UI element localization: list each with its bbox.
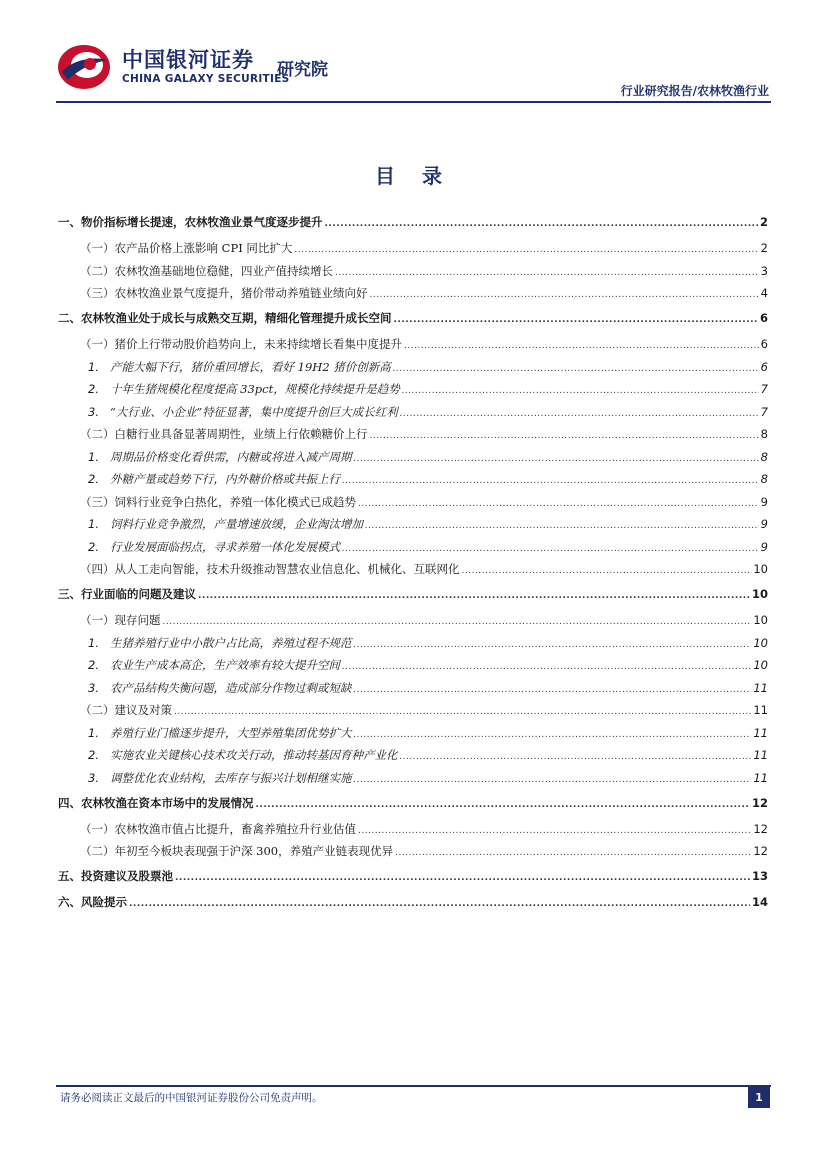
toc-entry-number: 3. — [88, 770, 99, 785]
toc-entry-text: 一、物价指标增长提速，农林牧渔业景气度逐步提升 — [58, 215, 323, 229]
toc-leader-dots — [354, 454, 759, 464]
toc-leader-dots — [342, 476, 759, 486]
toc-entry-title — [88, 747, 398, 763]
toc-entry-title — [88, 657, 340, 673]
toc-entry-number: 2. — [88, 539, 99, 554]
toc-entry-page: 14 — [751, 895, 768, 909]
toc-entry-level-2[interactable] — [58, 612, 768, 631]
toc-entry-page: 11 — [753, 770, 768, 785]
galaxy-logo-icon — [56, 42, 112, 92]
toc-leader-dots — [365, 521, 759, 531]
toc-entry-page: 10 — [753, 635, 768, 650]
toc-entry-text: （三）农林牧渔业景气度提升，猪价带动养殖链业绩向好 — [80, 286, 368, 300]
toc-entry-number: 1. — [88, 449, 99, 464]
toc-entry-title — [88, 770, 352, 786]
toc-entry-text: 行业发展面临拐点，寻求养殖一体化发展模式 — [110, 539, 340, 554]
toc-entry-number: 3. — [88, 680, 99, 695]
toc-entry-number: 1. — [88, 517, 99, 531]
toc-entry-level-3[interactable] — [58, 449, 768, 468]
toc-entry-title — [80, 702, 172, 718]
toc-entry-title — [88, 471, 340, 487]
toc-leader-dots — [354, 685, 752, 695]
toc-entry-page: 4 — [760, 286, 768, 300]
toc-entry-level-3[interactable] — [58, 725, 768, 744]
toc-entry-level-3[interactable] — [58, 516, 768, 535]
toc-entry-number: 2. — [88, 382, 99, 396]
toc-leader-dots — [342, 662, 751, 672]
toc-entry-page: 10 — [753, 613, 768, 627]
toc-entry-page: 8 — [760, 449, 768, 464]
toc-leader-dots — [358, 499, 759, 509]
toc-entry-level-2[interactable] — [58, 263, 768, 282]
toc-entry-level-3[interactable] — [58, 471, 768, 490]
toc-entry-number: 3. — [88, 404, 99, 419]
toc-entry-title — [58, 795, 254, 811]
toc-entry-number: 1. — [88, 725, 99, 740]
toc-leader-dots — [402, 386, 759, 396]
toc-entry-text: 二、农林牧渔业处于成长与成熟交互期，精细化管理提升成长空间 — [58, 311, 392, 325]
toc-leader-dots — [294, 245, 758, 255]
toc-entry-text: 养殖行业门槛逐步提升，大型养殖集团优势扩大 — [110, 725, 352, 740]
logo-chinese-name: 中国银河证券 — [122, 48, 254, 72]
toc-entry-level-2[interactable] — [58, 336, 768, 355]
toc-title: 目 录 — [375, 164, 452, 188]
toc-entry-level-2[interactable] — [58, 494, 768, 513]
logo-english-name: CHINA GALAXY SECURITIES — [122, 73, 290, 85]
toc-entry-title — [80, 821, 356, 837]
toc-entry-page: 11 — [753, 748, 768, 762]
toc-leader-dots — [163, 617, 752, 627]
toc-entry-text: 调整优化农业结构，去库存与振兴计划相继实施 — [110, 770, 352, 785]
toc-entry-page: 8 — [760, 427, 768, 441]
toc-entry-title — [80, 336, 402, 352]
toc-entry-page: 6 — [760, 337, 768, 351]
toc-entry-title — [58, 586, 196, 602]
toc-entry-page: 12 — [753, 821, 768, 836]
toc-entry-page: 10 — [751, 587, 768, 601]
toc-entry-level-3[interactable] — [58, 539, 768, 558]
toc-entry-title — [88, 381, 400, 397]
toc-entry-text: （二）建议及对策 — [80, 703, 172, 717]
toc-entry-number: 2. — [88, 658, 99, 672]
toc-entry-page: 12 — [751, 795, 768, 810]
toc-entry-page: 9 — [760, 539, 768, 554]
toc-entry-title — [88, 404, 398, 420]
toc-entry-page: 6 — [760, 359, 768, 374]
toc-entry-text: 实施农业关键核心技术攻关行动，推动转基因育种产业化 — [110, 748, 398, 762]
toc-entry-level-3[interactable] — [58, 657, 768, 676]
toc-entry-title — [80, 843, 393, 859]
toc-entry-text: 农业生产成本高企，生产效率有较大提升空间 — [110, 658, 340, 672]
toc-entry-title — [58, 310, 392, 326]
toc-entry-title — [88, 539, 340, 555]
toc-leader-dots — [256, 800, 750, 810]
toc-entry-title — [80, 426, 368, 442]
toc-entry-text: （一）现存问题 — [80, 613, 161, 627]
toc-entry-title — [88, 449, 352, 465]
toc-entry-number: 1. — [88, 359, 99, 374]
table-of-contents — [58, 208, 768, 920]
toc-entry-text: （一）猪价上行带动股价趋势向上，未来持续增长看集中度提升 — [80, 337, 402, 351]
toc-entry-level-3[interactable] — [58, 359, 768, 378]
toc-entry-text: （三）饲料行业竞争白热化，养殖一体化模式已成趋势 — [80, 494, 356, 509]
toc-leader-dots — [354, 730, 752, 740]
toc-entry-text: 三、行业面临的问题及建议 — [58, 587, 196, 601]
toc-leader-dots — [129, 899, 750, 909]
toc-entry-page: 7 — [760, 382, 768, 396]
toc-entry-level-2[interactable] — [58, 561, 768, 580]
toc-leader-dots — [394, 315, 758, 325]
toc-leader-dots — [335, 268, 759, 278]
toc-entry-text: （二）白糖行业具备显著周期性，业绩上行依赖糖价上行 — [80, 427, 368, 441]
toc-entry-page: 10 — [753, 562, 768, 576]
toc-entry-level-2[interactable] — [58, 426, 768, 445]
toc-leader-dots — [370, 431, 759, 441]
toc-leader-dots — [404, 341, 759, 351]
toc-entry-text: （二）年初至今板块表现强于沪深 300，养殖产业链表现优异 — [80, 844, 394, 858]
toc-leader-dots — [370, 290, 759, 300]
toc-entry-page: 11 — [753, 680, 768, 695]
toc-entry-text: 十年生猪规模化程度提高 33pct，规模化持续提升是趋势 — [110, 382, 400, 396]
toc-leader-dots — [400, 752, 752, 762]
page-header — [0, 0, 827, 110]
toc-entry-page: 2 — [759, 215, 768, 229]
toc-entry-text: “大行业、小企业”特征显著，集中度提升创巨大成长红利 — [110, 404, 398, 419]
toc-entry-level-3[interactable] — [58, 747, 768, 766]
toc-leader-dots — [395, 848, 751, 858]
toc-entry-page: 7 — [760, 404, 768, 419]
toc-entry-page: 10 — [753, 658, 768, 672]
toc-entry-title — [88, 725, 352, 741]
toc-entry-level-2[interactable] — [58, 702, 768, 721]
toc-leader-dots — [342, 544, 759, 554]
toc-entry-text: （二）农林牧渔基础地位稳健，四业产值持续增长 — [80, 263, 333, 278]
toc-entry-level-2[interactable] — [58, 240, 768, 259]
toc-entry-page: 13 — [751, 869, 768, 883]
toc-entry-level-3[interactable] — [58, 770, 768, 789]
toc-entry-page: 9 — [760, 517, 768, 531]
toc-entry-title — [88, 635, 352, 651]
toc-entry-page: 12 — [753, 844, 768, 858]
toc-entry-level-3[interactable] — [58, 381, 768, 400]
toc-entry-page: 2 — [760, 241, 768, 255]
toc-entry-number: 2. — [88, 748, 99, 762]
toc-entry-text: （一）农林牧渔市值占比提升，畜禽养殖拉升行业估值 — [80, 821, 356, 836]
toc-entry-level-2[interactable] — [58, 821, 768, 840]
toc-leader-dots — [358, 826, 751, 836]
toc-entry-text: （四）从人工走向智能，技术升级推动智慧农业信息化、机械化、互联网化 — [80, 562, 460, 576]
footer-divider — [56, 1085, 771, 1087]
toc-leader-dots — [400, 409, 759, 419]
toc-entry-number: 1. — [88, 635, 99, 650]
toc-leader-dots — [175, 873, 750, 883]
toc-entry-title — [58, 214, 323, 230]
toc-leader-dots — [393, 364, 759, 374]
toc-entry-page: 3 — [760, 263, 768, 278]
toc-entry-title — [88, 516, 363, 532]
toc-entry-title — [88, 359, 391, 375]
toc-entry-title — [80, 612, 161, 628]
toc-leader-dots — [354, 640, 752, 650]
header-divider — [56, 101, 771, 103]
report-type: 行业研究报告/农林牧渔行业 — [620, 84, 769, 98]
toc-entry-text: 外糖产量或趋势下行，内外糖价格或共振上行 — [110, 472, 340, 486]
toc-entry-text: 六、风险提示 — [58, 895, 127, 909]
toc-entry-text: 农产品结构失衡问题，造成部分作物过剩或短缺 — [110, 680, 352, 695]
toc-leader-dots — [174, 707, 751, 717]
toc-entry-title — [80, 285, 368, 301]
toc-entry-title — [58, 868, 173, 884]
page-number: 1 — [748, 1086, 770, 1108]
footer-disclaimer: 请务必阅读正文最后的中国银河证券股份公司免责声明。 — [60, 1092, 323, 1104]
toc-entry-level-1[interactable] — [58, 795, 768, 814]
toc-leader-dots — [354, 775, 752, 785]
toc-leader-dots — [198, 591, 750, 601]
toc-entry-text: 产能大幅下行，猪价重回增长，看好 19H2 猪价创新高 — [110, 359, 391, 374]
toc-entry-level-3[interactable] — [58, 404, 768, 423]
toc-entry-text: （一）农产品价格上涨影响 CPI 同比扩大 — [80, 241, 293, 255]
toc-entry-page: 11 — [753, 725, 768, 740]
toc-entry-level-1[interactable] — [58, 310, 768, 329]
toc-entry-level-3[interactable] — [58, 635, 768, 654]
toc-entry-text: 周期品价格变化看供需，内糖或将进入减产周期 — [110, 449, 352, 464]
toc-entry-level-2[interactable] — [58, 285, 768, 304]
toc-entry-page: 8 — [760, 472, 768, 486]
toc-entry-title — [80, 494, 356, 510]
toc-entry-level-1[interactable] — [58, 868, 768, 887]
toc-leader-dots — [462, 566, 752, 576]
toc-entry-text: 四、农林牧渔在资本市场中的发展情况 — [58, 795, 254, 810]
institute-label: 研究院 — [277, 60, 328, 80]
toc-entry-text: 五、投资建议及股票池 — [58, 869, 173, 883]
toc-entry-title — [80, 263, 333, 279]
toc-entry-page: 6 — [759, 311, 768, 325]
toc-entry-text: 饲料行业竞争激烈，产量增速放缓，企业淘汰增加 — [110, 517, 363, 531]
toc-entry-page: 11 — [753, 703, 768, 717]
toc-entry-text: 生猪养殖行业中小散户占比高，养殖过程不规范 — [110, 635, 352, 650]
toc-entry-level-1[interactable] — [58, 586, 768, 605]
toc-entry-number: 2. — [88, 472, 99, 486]
toc-entry-level-1[interactable] — [58, 894, 768, 913]
toc-entry-level-2[interactable] — [58, 843, 768, 862]
toc-entry-title — [88, 680, 352, 696]
toc-entry-title — [80, 240, 292, 256]
toc-entry-level-1[interactable] — [58, 214, 768, 233]
toc-entry-level-3[interactable] — [58, 680, 768, 699]
toc-entry-title — [80, 561, 460, 577]
toc-leader-dots — [325, 219, 758, 229]
toc-entry-page: 9 — [760, 494, 768, 509]
toc-entry-title — [58, 894, 127, 910]
